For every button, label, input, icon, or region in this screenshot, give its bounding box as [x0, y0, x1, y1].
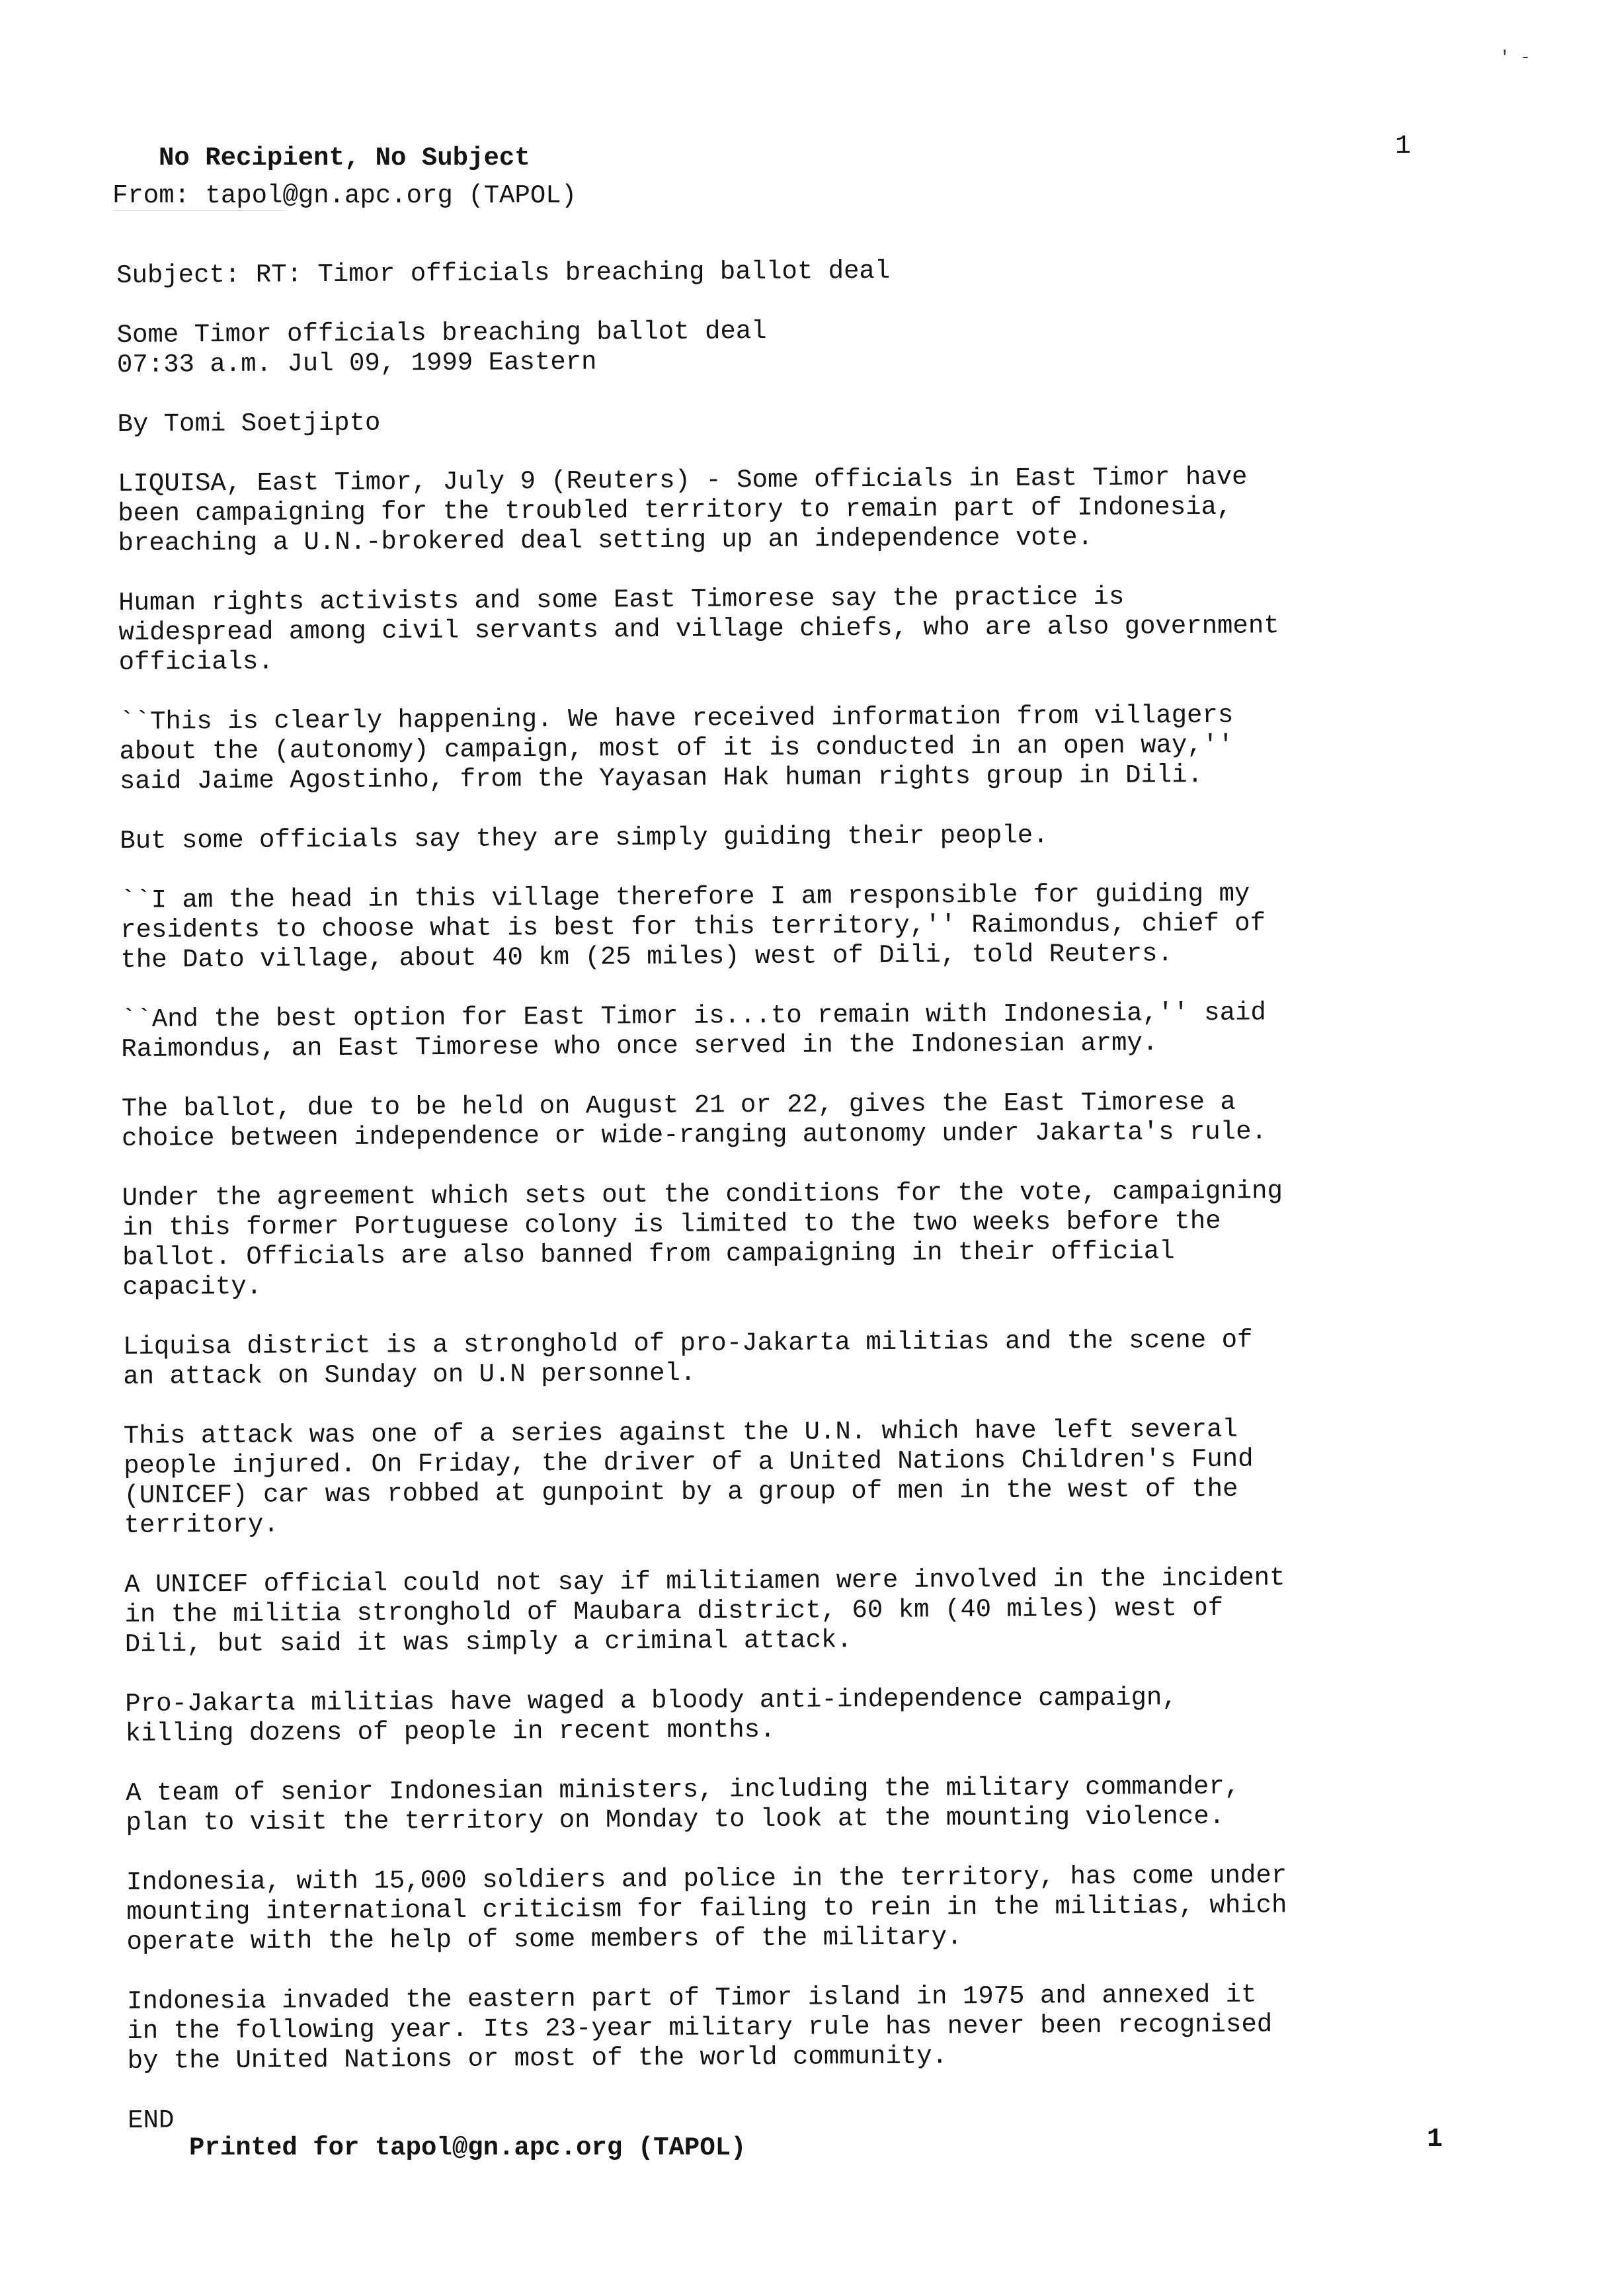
body-paragraph: Subject: RT: Timor officials breaching ballot deal — [116, 256, 891, 290]
body-paragraph: Some Timor officials breaching ballot deal 07:33 a.m. Jul 09, 1999 Eastern — [116, 316, 767, 380]
body-paragraph: ``I am the head in this village therefore I am responsible for guiding my residents to choose what is best for this territory,'' Raimondus, chief of the Dato village, about 40 km (25 miles) west of Dili, told Reuters. — [120, 879, 1266, 975]
page-number-top: 1 — [1395, 132, 1412, 161]
message-header-subject: No Recipient, No Subject — [159, 144, 530, 173]
body-paragraph: Indonesia, with 15,000 soldiers and police in the territory, has come under mounting international criticism for failing to rein in the militias, which operate with the help of some members of the military. — [126, 1861, 1287, 1957]
body-paragraph: By Tomi Soetjipto — [117, 408, 381, 439]
body-paragraph-end: END — [128, 2106, 175, 2135]
body-paragraph: Liquisa district is a stronghold of pro-Jakarta militias and the scene of an attack on Sunday on U.N personnel. — [122, 1325, 1253, 1391]
body-paragraph: This attack was one of a series against the U.N. which have left several people injured. On Friday, the driver of a United Nations Children's Fund (UNICEF) car was robbed at gunpoint by a group of men in the west of the territory. — [123, 1414, 1254, 1540]
page-number-bottom: 1 — [1427, 2125, 1443, 2154]
body-paragraph: ``And the best option for East Timor is...to remain with Indonesia,'' said Raimondus, an East Timorese who once served in the Indonesian army. — [120, 998, 1266, 1064]
corner-mark: ' - — [1500, 48, 1531, 67]
body-paragraph: But some officials say they are simply guiding their people. — [120, 821, 1049, 856]
body-paragraph: Human rights activists and some East Timorese say the practice is widespread among civil servants and village chiefs, who are also government officials. — [118, 582, 1279, 677]
body-paragraph: Pro-Jakarta militias have waged a bloody anti-independence campaign, killing dozens of people in recent months. — [125, 1683, 1178, 1748]
footer-printed-for: Printed for tapol@gn.apc.org (TAPOL) — [189, 2133, 746, 2162]
body-paragraph: A team of senior Indonesian ministers, including the military commander, plan to visit the territory on Monday to look at the mounting violence. — [126, 1772, 1240, 1838]
body-paragraph: Indonesia invaded the eastern part of Timor island in 1975 and annexed it in the following year. Its 23-year military rule has never been recognised by the United Nations or most of the world community. — [126, 1980, 1273, 2076]
scan-artifact-line — [112, 210, 284, 211]
body-paragraph: ``This is clearly happening. We have received information from villagers about the (autonomy) campaign, most of it is conducted in an open way,'' said Jaime Agostinho, from the Yayasan Hak human rights group in Dili. — [119, 700, 1234, 796]
message-header-from: From: tapol@gn.apc.org (TAPOL) — [112, 181, 577, 210]
body-paragraph: A UNICEF official could not say if militiamen were involved in the incident in the militia stronghold of Maubara district, 60 km (40 miles) west of Dili, but said it was simply a criminal attack. — [124, 1563, 1285, 1659]
body-paragraph: The ballot, due to be held on August 21 or 22, gives the East Timorese a choice between independence or wide-ranging autonomy under Jakarta's rule. — [121, 1087, 1267, 1153]
body-paragraph: LIQUISA, East Timor, July 9 (Reuters) - Some officials in East Timor have been campaigning for the troubled territory to remain part of Indonesia, breaching a U.N.-brokered deal setting up an independence vote. — [117, 462, 1248, 558]
message-body — [116, 253, 1451, 2166]
body-paragraph: Under the agreement which sets out the conditions for the vote, campaigning in this former Portuguese colony is limited to the two weeks before the ballot. Officials are also banned from campaigning in their official capacity. — [122, 1176, 1283, 1302]
